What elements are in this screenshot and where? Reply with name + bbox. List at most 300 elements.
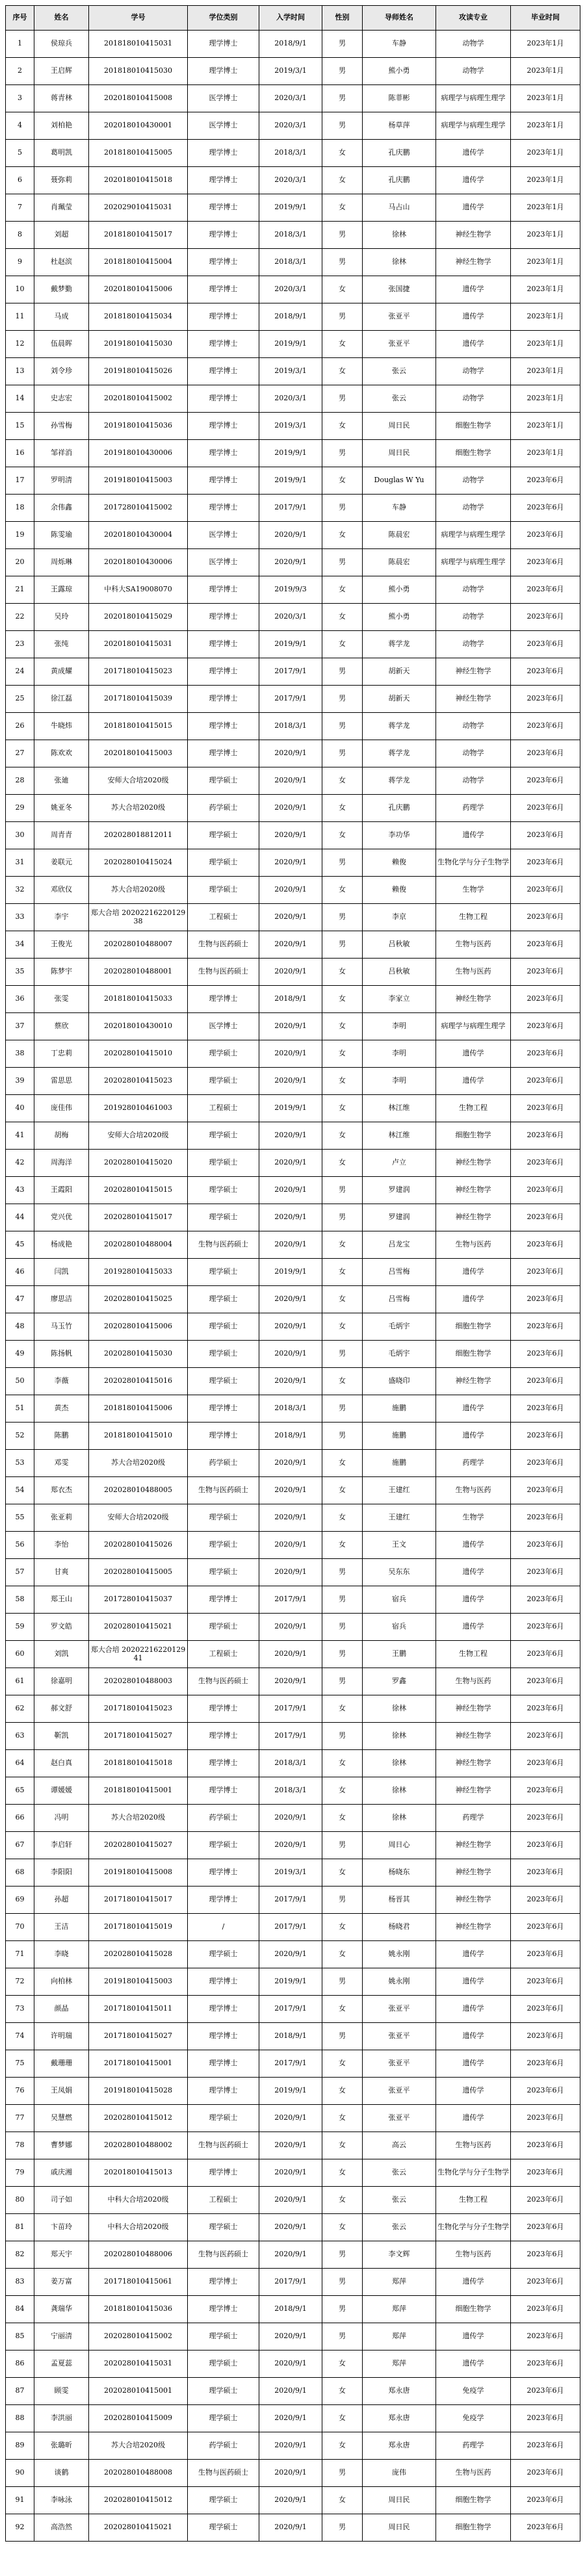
cell-degree-type: 工程硕士 [188, 904, 259, 931]
cell-name: 李晓 [34, 1941, 89, 1968]
cell-name: 吴慧燃 [34, 2105, 89, 2132]
cell-gender: 女 [322, 576, 363, 604]
cell-gender: 女 [322, 1777, 363, 1805]
cell-index: 91 [6, 2487, 34, 2514]
cell-grad-date: 2023年6月 [511, 849, 580, 877]
cell-grad-date: 2023年6月 [511, 2432, 580, 2460]
cell-gender: 男 [322, 1204, 363, 1231]
cell-name: 戴珊珊 [34, 2050, 89, 2078]
header-cell-degree-type: 学位类别 [188, 6, 259, 31]
cell-student-id: 201818010415033 [89, 986, 188, 1013]
cell-index: 71 [6, 1941, 34, 1968]
cell-major: 动物学 [436, 358, 511, 385]
cell-grad-date: 2023年6月 [511, 931, 580, 959]
cell-grad-date: 2023年6月 [511, 2460, 580, 2487]
table-row [6, 1859, 580, 1887]
cell-major: 神经生物学 [436, 249, 511, 276]
cell-name: 陈扬帆 [34, 1341, 89, 1368]
cell-major: 动物学 [436, 631, 511, 658]
cell-degree-type: 理学博士 [188, 631, 259, 658]
cell-advisor: 张亚平 [363, 303, 436, 331]
cell-grad-date: 2023年1月 [511, 112, 580, 140]
cell-name: 侯琼兵 [34, 31, 89, 58]
cell-major: 神经生物学 [436, 1832, 511, 1859]
table-row [6, 631, 580, 658]
cell-grad-date: 2023年6月 [511, 1231, 580, 1259]
cell-advisor: 陈菲彬 [363, 85, 436, 112]
cell-gender: 男 [322, 2269, 363, 2296]
cell-grad-date: 2023年6月 [511, 2269, 580, 2296]
cell-index: 23 [6, 631, 34, 658]
cell-student-id: 202028010415012 [89, 2487, 188, 2514]
cell-major: 遗传学 [436, 1996, 511, 2023]
cell-name: 牛晓炜 [34, 713, 89, 740]
cell-grad-date: 2023年6月 [511, 631, 580, 658]
cell-index: 62 [6, 1695, 34, 1723]
cell-grad-date: 2023年6月 [511, 1723, 580, 1750]
cell-name: 党兴优 [34, 1204, 89, 1231]
cell-degree-type: 理学硕士 [188, 1068, 259, 1095]
cell-advisor: 庞伟 [363, 2460, 436, 2487]
cell-enroll-date: 2018/9/1 [259, 31, 322, 58]
table-row [6, 2405, 580, 2432]
cell-major: 生物学 [436, 1504, 511, 1532]
cell-advisor: 张国捷 [363, 276, 436, 303]
table-row [6, 1586, 580, 1614]
cell-degree-type: 理学博士 [188, 1887, 259, 1914]
cell-degree-type: 理学硕士 [188, 1122, 259, 1150]
cell-major: 细胞生物学 [436, 2514, 511, 2542]
cell-student-id: 202018010430006 [89, 549, 188, 576]
cell-gender: 女 [322, 1941, 363, 1968]
cell-degree-type: 理学博士 [188, 2296, 259, 2323]
cell-major: 细胞生物学 [436, 1341, 511, 1368]
cell-name: 王露琼 [34, 576, 89, 604]
cell-enroll-date: 2019/9/1 [259, 631, 322, 658]
cell-name: 杨成艳 [34, 1231, 89, 1259]
table-row [6, 1750, 580, 1777]
table-row [6, 1887, 580, 1914]
cell-enroll-date: 2020/9/1 [259, 1313, 322, 1341]
cell-student-id: 202018010415018 [89, 167, 188, 194]
cell-major: 动物学 [436, 767, 511, 795]
cell-gender: 男 [322, 849, 363, 877]
cell-degree-type: 理学硕士 [188, 1259, 259, 1286]
cell-advisor: 吕秋敏 [363, 959, 436, 986]
cell-name: 杜赵滨 [34, 249, 89, 276]
cell-gender: 女 [322, 631, 363, 658]
table-row [6, 167, 580, 194]
cell-major: 生物工程 [436, 2187, 511, 2214]
cell-degree-type: 理学博士 [188, 249, 259, 276]
cell-index: 89 [6, 2432, 34, 2460]
cell-student-id: 安师大合培2020级 [89, 1122, 188, 1150]
cell-grad-date: 2023年6月 [511, 549, 580, 576]
cell-index: 54 [6, 1477, 34, 1504]
table-row [6, 2132, 580, 2159]
cell-index: 65 [6, 1777, 34, 1805]
cell-major: 动物学 [436, 385, 511, 413]
cell-index: 1 [6, 31, 34, 58]
cell-advisor: 施鹏 [363, 1423, 436, 1450]
cell-major: 遗传学 [436, 303, 511, 331]
cell-name: 庞佳伟 [34, 1095, 89, 1122]
cell-grad-date: 2023年6月 [511, 1668, 580, 1695]
cell-advisor: 李家立 [363, 986, 436, 1013]
table-row [6, 1286, 580, 1313]
cell-gender: 男 [322, 1723, 363, 1750]
cell-student-id: 202028010415016 [89, 1368, 188, 1395]
cell-grad-date: 2023年6月 [511, 2105, 580, 2132]
table-row [6, 2269, 580, 2296]
cell-gender: 男 [322, 1559, 363, 1586]
cell-enroll-date: 2019/9/3 [259, 576, 322, 604]
cell-enroll-date: 2020/9/1 [259, 740, 322, 767]
cell-student-id: 201718010415027 [89, 1723, 188, 1750]
cell-student-id: 苏大合培2020级 [89, 1805, 188, 1832]
cell-enroll-date: 2019/9/1 [259, 2078, 322, 2105]
cell-degree-type: 理学博士 [188, 303, 259, 331]
cell-advisor: 熊小勇 [363, 58, 436, 85]
cell-grad-date: 2023年6月 [511, 1122, 580, 1150]
cell-index: 59 [6, 1614, 34, 1641]
table-row [6, 795, 580, 822]
cell-degree-type: 生物与医药硕士 [188, 1231, 259, 1259]
cell-name: 胡梅 [34, 1122, 89, 1150]
cell-student-id: 201728010415002 [89, 495, 188, 522]
cell-name: 罗文皓 [34, 1614, 89, 1641]
cell-grad-date: 2023年6月 [511, 686, 580, 713]
cell-gender: 男 [322, 686, 363, 713]
cell-index: 35 [6, 959, 34, 986]
cell-name: 伍晨晖 [34, 331, 89, 358]
cell-degree-type: 理学博士 [188, 2050, 259, 2078]
cell-degree-type: 理学博士 [188, 31, 259, 58]
cell-advisor: 郑萍 [363, 2323, 436, 2351]
cell-enroll-date: 2020/9/1 [259, 1231, 322, 1259]
cell-student-id: 201718010415027 [89, 2023, 188, 2050]
cell-gender: 男 [322, 440, 363, 467]
cell-major: 遗传学 [436, 2105, 511, 2132]
cell-student-id: 202018010415013 [89, 2159, 188, 2187]
cell-gender: 男 [322, 658, 363, 686]
cell-major: 遗传学 [436, 1968, 511, 1996]
cell-advisor: 熊小勇 [363, 604, 436, 631]
cell-advisor: 罗建润 [363, 1177, 436, 1204]
cell-student-id: 201818010415034 [89, 303, 188, 331]
cell-student-id: 中科大合培2020级 [89, 2214, 188, 2241]
cell-major: 遗传学 [436, 2078, 511, 2105]
cell-major: 生物化学与分子生物学 [436, 2214, 511, 2241]
table-row [6, 2050, 580, 2078]
cell-advisor: 施鹏 [363, 1450, 436, 1477]
cell-index: 15 [6, 413, 34, 440]
cell-advisor: 赖俊 [363, 849, 436, 877]
cell-gender: 男 [322, 1614, 363, 1641]
cell-major: 神经生物学 [436, 222, 511, 249]
cell-name: 张纯 [34, 631, 89, 658]
cell-advisor: 郑永唐 [363, 2432, 436, 2460]
cell-major: 遗传学 [436, 1040, 511, 1068]
cell-degree-type: 理学博士 [188, 358, 259, 385]
cell-advisor: 张亚平 [363, 331, 436, 358]
cell-name: 廖思洁 [34, 1286, 89, 1313]
cell-major: 神经生物学 [436, 986, 511, 1013]
cell-student-id: 201718010415061 [89, 2269, 188, 2296]
cell-gender: 男 [322, 2514, 363, 2542]
table-row [6, 2351, 580, 2378]
cell-enroll-date: 2018/3/1 [259, 1395, 322, 1423]
cell-student-id: 202018010415031 [89, 631, 188, 658]
cell-enroll-date: 2019/3/1 [259, 358, 322, 385]
cell-name: 赵白真 [34, 1750, 89, 1777]
graduate-table [5, 5, 580, 2542]
cell-degree-type: 理学博士 [188, 467, 259, 495]
cell-enroll-date: 2017/9/1 [259, 1996, 322, 2023]
cell-degree-type: 理学博士 [188, 713, 259, 740]
cell-gender: 男 [322, 1586, 363, 1614]
cell-grad-date: 2023年6月 [511, 1750, 580, 1777]
cell-gender: 女 [322, 1750, 363, 1777]
cell-advisor: 徐林 [363, 1723, 436, 1750]
table-row [6, 1668, 580, 1695]
cell-enroll-date: 2019/3/1 [259, 1859, 322, 1887]
cell-index: 78 [6, 2132, 34, 2159]
table-row [6, 1559, 580, 1586]
cell-name: 顾雯 [34, 2378, 89, 2405]
cell-major: 动物学 [436, 31, 511, 58]
cell-enroll-date: 2020/9/1 [259, 2159, 322, 2187]
cell-enroll-date: 2020/9/1 [259, 1150, 322, 1177]
cell-advisor: 周日民 [363, 2514, 436, 2542]
cell-name: 龚瑞华 [34, 2296, 89, 2323]
cell-student-id: 201818010415031 [89, 31, 188, 58]
cell-enroll-date: 2020/9/1 [259, 931, 322, 959]
cell-gender: 男 [322, 740, 363, 767]
cell-name: 王霞阳 [34, 1177, 89, 1204]
cell-student-id: 202028010488004 [89, 1231, 188, 1259]
cell-index: 79 [6, 2159, 34, 2187]
cell-name: 葛明凯 [34, 140, 89, 167]
cell-degree-type: 理学博士 [188, 385, 259, 413]
table-row [6, 2187, 580, 2214]
cell-major: 生物化学与分子生物学 [436, 2159, 511, 2187]
cell-enroll-date: 2017/9/1 [259, 495, 322, 522]
cell-name: 刘令珍 [34, 358, 89, 385]
cell-grad-date: 2023年1月 [511, 385, 580, 413]
table-row [6, 140, 580, 167]
cell-grad-date: 2023年6月 [511, 1941, 580, 1968]
cell-grad-date: 2023年6月 [511, 2487, 580, 2514]
cell-grad-date: 2023年6月 [511, 1859, 580, 1887]
cell-gender: 男 [322, 549, 363, 576]
table-row [6, 1968, 580, 1996]
cell-name: 戴梦勤 [34, 276, 89, 303]
cell-degree-type: 理学博士 [188, 1586, 259, 1614]
cell-index: 86 [6, 2351, 34, 2378]
cell-major: 病理学与病理生理学 [436, 85, 511, 112]
cell-enroll-date: 2020/9/1 [259, 2378, 322, 2405]
cell-major: 遗传学 [436, 1614, 511, 1641]
cell-name: 卞苗玲 [34, 2214, 89, 2241]
cell-student-id: 202028010415021 [89, 1614, 188, 1641]
cell-advisor: 李功华 [363, 822, 436, 849]
cell-name: 李洪丽 [34, 2405, 89, 2432]
cell-major: 病理学与病理生理学 [436, 112, 511, 140]
header-cell-enroll-date: 入学时间 [259, 6, 322, 31]
cell-name: 司子如 [34, 2187, 89, 2214]
cell-student-id: 202028010488001 [89, 959, 188, 986]
cell-degree-type: 药学硕士 [188, 1450, 259, 1477]
cell-name: 周青青 [34, 822, 89, 849]
cell-major: 遗传学 [436, 2050, 511, 2078]
table-row [6, 959, 580, 986]
cell-advisor: 吕雪梅 [363, 1259, 436, 1286]
cell-degree-type: 理学硕士 [188, 1040, 259, 1068]
table-row [6, 1532, 580, 1559]
cell-index: 74 [6, 2023, 34, 2050]
cell-student-id: 202028010488003 [89, 1668, 188, 1695]
cell-student-id: 201718010415023 [89, 658, 188, 686]
cell-grad-date: 2023年6月 [511, 2023, 580, 2050]
cell-grad-date: 2023年6月 [511, 740, 580, 767]
cell-enroll-date: 2020/3/1 [259, 604, 322, 631]
cell-name: 吴玲 [34, 604, 89, 631]
cell-student-id: 郑大合培 2020221622012938 [89, 904, 188, 931]
cell-student-id: 郑大合培 2020221622012941 [89, 1641, 188, 1668]
cell-degree-type: 理学硕士 [188, 2105, 259, 2132]
cell-advisor: 车静 [363, 495, 436, 522]
cell-enroll-date: 2018/3/1 [259, 1750, 322, 1777]
cell-advisor: 蒋学龙 [363, 767, 436, 795]
cell-major: 神经生物学 [436, 658, 511, 686]
cell-enroll-date: 2019/9/1 [259, 1259, 322, 1286]
cell-advisor: 吕龙宝 [363, 1231, 436, 1259]
cell-student-id: 202018010415008 [89, 85, 188, 112]
cell-gender: 女 [322, 1259, 363, 1286]
cell-enroll-date: 2017/9/1 [259, 658, 322, 686]
cell-student-id: 202018010415029 [89, 604, 188, 631]
cell-major: 动物学 [436, 604, 511, 631]
cell-major: 病理学与病理生理学 [436, 1013, 511, 1040]
cell-enroll-date: 2020/3/1 [259, 85, 322, 112]
cell-major: 生物与医药 [436, 1231, 511, 1259]
table-row [6, 2378, 580, 2405]
cell-enroll-date: 2020/9/1 [259, 1068, 322, 1095]
cell-grad-date: 2023年6月 [511, 1504, 580, 1532]
cell-grad-date: 2023年1月 [511, 358, 580, 385]
cell-degree-type: 理学博士 [188, 1423, 259, 1450]
table-row [6, 2241, 580, 2269]
cell-degree-type: 医学博士 [188, 112, 259, 140]
cell-name: 黄成耀 [34, 658, 89, 686]
cell-name: 张璐昕 [34, 2432, 89, 2460]
cell-index: 90 [6, 2460, 34, 2487]
cell-major: 生物化学与分子生物学 [436, 849, 511, 877]
cell-advisor: 陈晨宏 [363, 549, 436, 576]
cell-enroll-date: 2020/9/1 [259, 849, 322, 877]
cell-name: 郑衣杰 [34, 1477, 89, 1504]
cell-name: 罗明清 [34, 467, 89, 495]
cell-name: 刘超 [34, 222, 89, 249]
header-cell-gender: 性别 [322, 6, 363, 31]
cell-grad-date: 2023年6月 [511, 904, 580, 931]
header-cell-student-id: 学号 [89, 6, 188, 31]
cell-advisor: 孔庆鹏 [363, 795, 436, 822]
cell-grad-date: 2023年6月 [511, 1341, 580, 1368]
table-row [6, 522, 580, 549]
table-row [6, 740, 580, 767]
cell-degree-type: 理学博士 [188, 1750, 259, 1777]
cell-advisor: 盛晓印 [363, 1368, 436, 1395]
cell-major: 生物工程 [436, 1641, 511, 1668]
cell-enroll-date: 2020/9/1 [259, 1013, 322, 1040]
cell-degree-type: 理学博士 [188, 440, 259, 467]
cell-index: 63 [6, 1723, 34, 1750]
cell-grad-date: 2023年6月 [511, 1614, 580, 1641]
cell-advisor: 徐林 [363, 1750, 436, 1777]
cell-student-id: 202028010415026 [89, 1532, 188, 1559]
cell-student-id: 202028010488005 [89, 1477, 188, 1504]
cell-degree-type: 理学博士 [188, 194, 259, 222]
table-row [6, 1777, 580, 1805]
cell-degree-type: 理学硕士 [188, 1341, 259, 1368]
cell-advisor: 杨晓君 [363, 1914, 436, 1941]
cell-major: 遗传学 [436, 1286, 511, 1313]
cell-enroll-date: 2018/9/1 [259, 2296, 322, 2323]
cell-enroll-date: 2020/9/1 [259, 1832, 322, 1859]
cell-student-id: 201718010415001 [89, 2050, 188, 2078]
cell-advisor: 张亚平 [363, 2023, 436, 2050]
cell-index: 55 [6, 1504, 34, 1532]
cell-major: 细胞生物学 [436, 1122, 511, 1150]
cell-grad-date: 2023年6月 [511, 2351, 580, 2378]
cell-enroll-date: 2020/9/1 [259, 2132, 322, 2159]
cell-degree-type: 理学博士 [188, 1723, 259, 1750]
cell-advisor: 徐林 [363, 1777, 436, 1805]
cell-major: 病理学与病理生理学 [436, 549, 511, 576]
cell-enroll-date: 2020/9/1 [259, 822, 322, 849]
cell-name: 高浩然 [34, 2514, 89, 2542]
cell-index: 16 [6, 440, 34, 467]
cell-gender: 男 [322, 249, 363, 276]
cell-enroll-date: 2020/3/1 [259, 167, 322, 194]
cell-major: 生物与医药 [436, 1668, 511, 1695]
cell-advisor: 罗鑫 [363, 1668, 436, 1695]
table-row [6, 1504, 580, 1532]
cell-grad-date: 2023年6月 [511, 1395, 580, 1423]
cell-advisor: 胡新天 [363, 658, 436, 686]
cell-name: 闫凯 [34, 1259, 89, 1286]
cell-student-id: 201818010415015 [89, 713, 188, 740]
cell-gender: 女 [322, 2405, 363, 2432]
cell-student-id: 201928010461003 [89, 1095, 188, 1122]
cell-student-id: 202028010415010 [89, 1040, 188, 1068]
cell-gender: 女 [322, 522, 363, 549]
cell-name: 邹祥消 [34, 440, 89, 467]
cell-degree-type: 理学硕士 [188, 2323, 259, 2351]
cell-student-id: 202018010415002 [89, 385, 188, 413]
cell-gender: 男 [322, 1832, 363, 1859]
cell-name: 马成 [34, 303, 89, 331]
cell-degree-type: 理学硕士 [188, 1313, 259, 1341]
cell-name: 余伟鑫 [34, 495, 89, 522]
cell-student-id: 202028010415031 [89, 2351, 188, 2378]
cell-advisor: 郑永唐 [363, 2405, 436, 2432]
cell-student-id: 201818010415017 [89, 222, 188, 249]
cell-enroll-date: 2020/9/1 [259, 1122, 322, 1150]
cell-gender: 女 [322, 1695, 363, 1723]
